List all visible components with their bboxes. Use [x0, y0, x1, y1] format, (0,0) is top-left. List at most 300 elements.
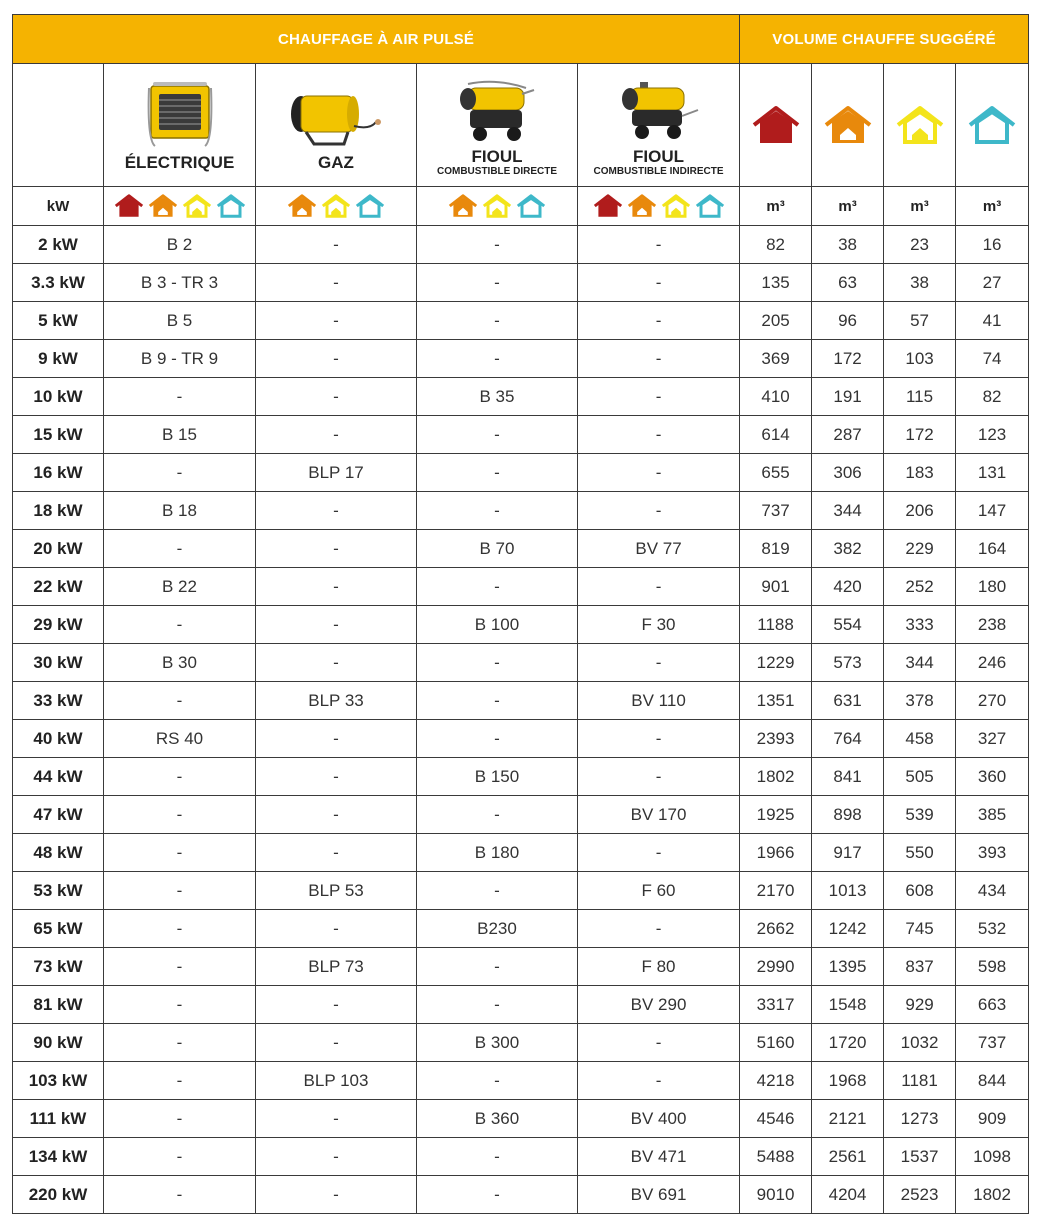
electric-model-cell: - [104, 872, 256, 910]
house-red-icon [593, 193, 623, 219]
table-row [13, 378, 1029, 416]
product-oil-direct [417, 64, 578, 187]
electric-model-cell: - [104, 758, 256, 796]
gas-model-cell: - [256, 340, 417, 378]
suggested-volume-header: VOLUME CHAUFFE SUGGÉRÉ [740, 15, 1029, 64]
volume-cell: 27 [956, 264, 1029, 302]
electric-model-cell: B 3 - TR 3 [104, 264, 256, 302]
volume-cell: 238 [956, 606, 1029, 644]
volume-cell: 135 [740, 264, 812, 302]
volume-cell: 385 [956, 796, 1029, 834]
table-row [13, 264, 1029, 302]
electric-model-cell: B 18 [104, 492, 256, 530]
house-teal-icon [695, 193, 725, 219]
electric-insulation-icons [104, 187, 256, 226]
volume-cell: 2990 [740, 948, 812, 986]
gas-model-cell: - [256, 226, 417, 264]
electric-model-cell: RS 40 [104, 720, 256, 758]
kw-cell: 53 kW [13, 872, 104, 910]
oil-direct-model-cell: - [417, 872, 578, 910]
gas-model-cell: - [256, 910, 417, 948]
electric-model-cell: - [104, 606, 256, 644]
oil-direct-model-cell: - [417, 492, 578, 530]
volume-cell: 23 [884, 226, 956, 264]
product-name: GAZ [318, 153, 354, 172]
kw-cell: 33 kW [13, 682, 104, 720]
oil-indirect-model-cell: BV 77 [578, 530, 740, 568]
electric-model-cell: - [104, 378, 256, 416]
gas-model-cell: - [256, 302, 417, 340]
volume-house-teal [956, 64, 1029, 187]
oil-direct-model-cell: - [417, 644, 578, 682]
forced-air-heating-header: CHAUFFAGE À AIR PULSÉ [13, 15, 740, 64]
electric-model-cell: - [104, 1062, 256, 1100]
kw-cell: 40 kW [13, 720, 104, 758]
volume-cell: 9010 [740, 1176, 812, 1214]
kw-cell: 16 kW [13, 454, 104, 492]
oil-direct-model-cell: - [417, 1062, 578, 1100]
volume-cell: 382 [812, 530, 884, 568]
electric-model-cell: B 5 [104, 302, 256, 340]
oil-direct-insulation-icons [417, 187, 578, 226]
electric-model-cell: - [104, 1176, 256, 1214]
gas-model-cell: BLP 103 [256, 1062, 417, 1100]
volume-cell: 1181 [884, 1062, 956, 1100]
kw-cell: 2 kW [13, 226, 104, 264]
volume-cell: 1032 [884, 1024, 956, 1062]
volume-cell: 737 [956, 1024, 1029, 1062]
oil-indirect-model-cell: F 60 [578, 872, 740, 910]
volume-cell: 82 [956, 378, 1029, 416]
kw-cell: 15 kW [13, 416, 104, 454]
table-row [13, 1100, 1029, 1138]
oil-direct-model-cell: B 300 [417, 1024, 578, 1062]
table-row [13, 644, 1029, 682]
gas-model-cell: - [256, 416, 417, 454]
table-row [13, 986, 1029, 1024]
table-row [13, 1138, 1029, 1176]
volume-house-orange [812, 64, 884, 187]
gas-model-cell: - [256, 378, 417, 416]
table-row [13, 416, 1029, 454]
kw-cell: 220 kW [13, 1176, 104, 1214]
oil-direct-model-cell: B 360 [417, 1100, 578, 1138]
gas-model-cell: - [256, 568, 417, 606]
product-name: FIOUL [633, 147, 685, 166]
volume-cell: 550 [884, 834, 956, 872]
volume-cell: 191 [812, 378, 884, 416]
volume-cell: 393 [956, 834, 1029, 872]
oil-indirect-model-cell: - [578, 226, 740, 264]
direct-oil-heater-icon [417, 72, 577, 144]
volume-cell: 2523 [884, 1176, 956, 1214]
table-row [13, 530, 1029, 568]
volume-cell: 16 [956, 226, 1029, 264]
oil-indirect-model-cell: - [578, 302, 740, 340]
gas-model-cell: - [256, 796, 417, 834]
m3-unit-label: m³ [812, 187, 884, 226]
oil-direct-model-cell: B 100 [417, 606, 578, 644]
table-body [13, 226, 1029, 1214]
empty-corner-cell [13, 64, 104, 187]
volume-cell: 82 [740, 226, 812, 264]
volume-cell: 96 [812, 302, 884, 340]
oil-indirect-model-cell: - [578, 454, 740, 492]
kw-cell: 29 kW [13, 606, 104, 644]
house-teal-icon [956, 105, 1028, 145]
gas-model-cell: - [256, 1024, 417, 1062]
kw-cell: 103 kW [13, 1062, 104, 1100]
gas-model-cell: BLP 73 [256, 948, 417, 986]
kw-cell: 73 kW [13, 948, 104, 986]
electric-model-cell: - [104, 1100, 256, 1138]
kw-cell: 81 kW [13, 986, 104, 1024]
oil-direct-model-cell: - [417, 302, 578, 340]
oil-indirect-model-cell: BV 471 [578, 1138, 740, 1176]
gas-insulation-icons [256, 187, 417, 226]
volume-cell: 1351 [740, 682, 812, 720]
house-teal-icon [355, 193, 385, 219]
volume-cell: 172 [812, 340, 884, 378]
volume-cell: 1925 [740, 796, 812, 834]
oil-direct-model-cell: B 150 [417, 758, 578, 796]
electric-model-cell: - [104, 454, 256, 492]
gas-heater-icon [256, 78, 416, 150]
oil-indirect-model-cell: - [578, 568, 740, 606]
electric-model-cell: - [104, 948, 256, 986]
volume-cell: 5488 [740, 1138, 812, 1176]
electric-model-cell: - [104, 1138, 256, 1176]
product-name: ÉLECTRIQUE [124, 153, 235, 172]
oil-indirect-model-cell: - [578, 416, 740, 454]
gas-model-cell: - [256, 720, 417, 758]
volume-cell: 1229 [740, 644, 812, 682]
table-row [13, 1176, 1029, 1214]
table-row [13, 910, 1029, 948]
volume-cell: 164 [956, 530, 1029, 568]
volume-cell: 246 [956, 644, 1029, 682]
oil-direct-model-cell: B 70 [417, 530, 578, 568]
oil-direct-model-cell: - [417, 948, 578, 986]
volume-cell: 764 [812, 720, 884, 758]
volume-cell: 663 [956, 986, 1029, 1024]
volume-cell: 344 [812, 492, 884, 530]
volume-cell: 1968 [812, 1062, 884, 1100]
house-red-icon [740, 105, 811, 145]
volume-house-yellow [884, 64, 956, 187]
gas-model-cell: - [256, 1100, 417, 1138]
volume-cell: 103 [884, 340, 956, 378]
volume-cell: 2561 [812, 1138, 884, 1176]
house-orange-icon [448, 193, 478, 219]
volume-cell: 3317 [740, 986, 812, 1024]
electric-model-cell: - [104, 986, 256, 1024]
electric-model-cell: - [104, 1024, 256, 1062]
oil-indirect-model-cell: - [578, 910, 740, 948]
volume-cell: 183 [884, 454, 956, 492]
product-name: FIOUL [471, 147, 523, 166]
kw-cell: 3.3 kW [13, 264, 104, 302]
oil-indirect-model-cell: BV 400 [578, 1100, 740, 1138]
volume-cell: 1802 [956, 1176, 1029, 1214]
kw-cell: 90 kW [13, 1024, 104, 1062]
volume-cell: 819 [740, 530, 812, 568]
oil-indirect-model-cell: BV 110 [578, 682, 740, 720]
volume-cell: 369 [740, 340, 812, 378]
volume-cell: 147 [956, 492, 1029, 530]
house-yellow-icon [482, 193, 512, 219]
oil-direct-model-cell: B 35 [417, 378, 578, 416]
volume-cell: 378 [884, 682, 956, 720]
volume-cell: 270 [956, 682, 1029, 720]
product-subtitle: COMBUSTIBLE DIRECTE [437, 166, 557, 177]
kw-cell: 10 kW [13, 378, 104, 416]
table-row [13, 872, 1029, 910]
oil-indirect-model-cell: - [578, 720, 740, 758]
gas-model-cell: - [256, 834, 417, 872]
table-row [13, 1024, 1029, 1062]
volume-cell: 4546 [740, 1100, 812, 1138]
volume-cell: 4218 [740, 1062, 812, 1100]
oil-indirect-model-cell: - [578, 1024, 740, 1062]
table-row [13, 834, 1029, 872]
volume-cell: 745 [884, 910, 956, 948]
volume-cell: 5160 [740, 1024, 812, 1062]
volume-cell: 38 [812, 226, 884, 264]
house-yellow-icon [884, 105, 955, 145]
table-row [13, 682, 1029, 720]
volume-cell: 837 [884, 948, 956, 986]
volume-cell: 180 [956, 568, 1029, 606]
product-gas [256, 64, 417, 187]
volume-cell: 4204 [812, 1176, 884, 1214]
volume-cell: 2170 [740, 872, 812, 910]
kw-cell: 22 kW [13, 568, 104, 606]
volume-cell: 1537 [884, 1138, 956, 1176]
volume-cell: 1395 [812, 948, 884, 986]
volume-cell: 1188 [740, 606, 812, 644]
oil-direct-model-cell: - [417, 416, 578, 454]
kw-cell: 111 kW [13, 1100, 104, 1138]
volume-cell: 917 [812, 834, 884, 872]
gas-model-cell: - [256, 644, 417, 682]
table-row [13, 606, 1029, 644]
table-row [13, 796, 1029, 834]
volume-cell: 229 [884, 530, 956, 568]
oil-indirect-model-cell: - [578, 1062, 740, 1100]
house-yellow-icon [182, 193, 212, 219]
volume-cell: 598 [956, 948, 1029, 986]
electric-model-cell: B 15 [104, 416, 256, 454]
m3-unit-label: m³ [740, 187, 812, 226]
table-row [13, 948, 1029, 986]
house-orange-icon [627, 193, 657, 219]
house-teal-icon [516, 193, 546, 219]
oil-indirect-model-cell: - [578, 834, 740, 872]
volume-cell: 57 [884, 302, 956, 340]
table-row [13, 720, 1029, 758]
house-yellow-icon [321, 193, 351, 219]
volume-cell: 63 [812, 264, 884, 302]
volume-cell: 1720 [812, 1024, 884, 1062]
electric-model-cell: - [104, 834, 256, 872]
oil-indirect-model-cell: F 80 [578, 948, 740, 986]
kw-cell: 65 kW [13, 910, 104, 948]
oil-direct-model-cell: - [417, 1176, 578, 1214]
product-electric [104, 64, 256, 187]
oil-direct-model-cell: - [417, 568, 578, 606]
volume-cell: 205 [740, 302, 812, 340]
oil-indirect-model-cell: - [578, 378, 740, 416]
oil-indirect-model-cell: BV 170 [578, 796, 740, 834]
volume-cell: 333 [884, 606, 956, 644]
volume-cell: 898 [812, 796, 884, 834]
table-row [13, 454, 1029, 492]
gas-model-cell: BLP 17 [256, 454, 417, 492]
table-row [13, 1062, 1029, 1100]
oil-direct-model-cell: B 180 [417, 834, 578, 872]
volume-cell: 631 [812, 682, 884, 720]
volume-cell: 614 [740, 416, 812, 454]
volume-cell: 252 [884, 568, 956, 606]
volume-cell: 539 [884, 796, 956, 834]
volume-cell: 306 [812, 454, 884, 492]
volume-cell: 1966 [740, 834, 812, 872]
electric-model-cell: B 30 [104, 644, 256, 682]
volume-cell: 458 [884, 720, 956, 758]
kw-unit-label: kW [13, 187, 104, 226]
oil-direct-model-cell: - [417, 796, 578, 834]
oil-direct-model-cell: - [417, 1138, 578, 1176]
volume-cell: 344 [884, 644, 956, 682]
table-row [13, 302, 1029, 340]
oil-direct-model-cell: - [417, 986, 578, 1024]
oil-direct-model-cell: - [417, 720, 578, 758]
house-teal-icon [216, 193, 246, 219]
volume-cell: 573 [812, 644, 884, 682]
volume-cell: 909 [956, 1100, 1029, 1138]
volume-cell: 115 [884, 378, 956, 416]
electric-model-cell: - [104, 682, 256, 720]
volume-cell: 1802 [740, 758, 812, 796]
oil-indirect-model-cell: - [578, 264, 740, 302]
volume-cell: 554 [812, 606, 884, 644]
electric-model-cell: - [104, 530, 256, 568]
volume-cell: 841 [812, 758, 884, 796]
volume-cell: 929 [884, 986, 956, 1024]
kw-cell: 48 kW [13, 834, 104, 872]
kw-cell: 5 kW [13, 302, 104, 340]
table-row [13, 568, 1029, 606]
heater-volume-table [12, 14, 1029, 1214]
kw-cell: 18 kW [13, 492, 104, 530]
house-orange-icon [812, 105, 883, 145]
oil-indirect-model-cell: BV 290 [578, 986, 740, 1024]
oil-indirect-model-cell: F 30 [578, 606, 740, 644]
volume-cell: 1273 [884, 1100, 956, 1138]
volume-house-red [740, 64, 812, 187]
volume-cell: 123 [956, 416, 1029, 454]
volume-cell: 287 [812, 416, 884, 454]
gas-model-cell: - [256, 1138, 417, 1176]
kw-cell: 47 kW [13, 796, 104, 834]
oil-indirect-model-cell: - [578, 340, 740, 378]
oil-direct-model-cell: - [417, 264, 578, 302]
oil-indirect-model-cell: - [578, 758, 740, 796]
house-orange-icon [287, 193, 317, 219]
gas-model-cell: - [256, 1176, 417, 1214]
volume-cell: 41 [956, 302, 1029, 340]
oil-indirect-model-cell: BV 691 [578, 1176, 740, 1214]
house-red-icon [114, 193, 144, 219]
volume-cell: 1098 [956, 1138, 1029, 1176]
product-oil-indirect [578, 64, 740, 187]
volume-cell: 532 [956, 910, 1029, 948]
oil-indirect-model-cell: - [578, 644, 740, 682]
electric-heater-icon [104, 78, 255, 150]
gas-model-cell: - [256, 264, 417, 302]
gas-model-cell: - [256, 986, 417, 1024]
gas-model-cell: - [256, 492, 417, 530]
volume-cell: 1242 [812, 910, 884, 948]
m3-unit-label: m³ [956, 187, 1029, 226]
volume-cell: 655 [740, 454, 812, 492]
gas-model-cell: BLP 33 [256, 682, 417, 720]
kw-cell: 134 kW [13, 1138, 104, 1176]
m3-unit-label: m³ [884, 187, 956, 226]
electric-model-cell: B 2 [104, 226, 256, 264]
volume-cell: 505 [884, 758, 956, 796]
volume-cell: 844 [956, 1062, 1029, 1100]
house-yellow-icon [661, 193, 691, 219]
volume-cell: 434 [956, 872, 1029, 910]
kw-cell: 9 kW [13, 340, 104, 378]
oil-direct-model-cell: - [417, 340, 578, 378]
volume-cell: 206 [884, 492, 956, 530]
kw-cell: 20 kW [13, 530, 104, 568]
table-row [13, 340, 1029, 378]
gas-model-cell: - [256, 530, 417, 568]
volume-cell: 360 [956, 758, 1029, 796]
kw-cell: 30 kW [13, 644, 104, 682]
oil-direct-model-cell: - [417, 682, 578, 720]
gas-model-cell: - [256, 606, 417, 644]
kw-cell: 44 kW [13, 758, 104, 796]
volume-cell: 410 [740, 378, 812, 416]
oil-direct-model-cell: - [417, 226, 578, 264]
gas-model-cell: - [256, 758, 417, 796]
oil-direct-model-cell: - [417, 454, 578, 492]
oil-indirect-insulation-icons [578, 187, 740, 226]
electric-model-cell: - [104, 910, 256, 948]
volume-cell: 2393 [740, 720, 812, 758]
gas-model-cell: BLP 53 [256, 872, 417, 910]
volume-cell: 131 [956, 454, 1029, 492]
house-orange-icon [148, 193, 178, 219]
table-row [13, 758, 1029, 796]
volume-cell: 901 [740, 568, 812, 606]
volume-cell: 74 [956, 340, 1029, 378]
electric-model-cell: B 9 - TR 9 [104, 340, 256, 378]
volume-cell: 1013 [812, 872, 884, 910]
volume-cell: 2121 [812, 1100, 884, 1138]
volume-cell: 737 [740, 492, 812, 530]
table-row [13, 492, 1029, 530]
oil-indirect-model-cell: - [578, 492, 740, 530]
volume-cell: 1548 [812, 986, 884, 1024]
product-subtitle: COMBUSTIBLE INDIRECTE [593, 166, 724, 177]
volume-cell: 420 [812, 568, 884, 606]
